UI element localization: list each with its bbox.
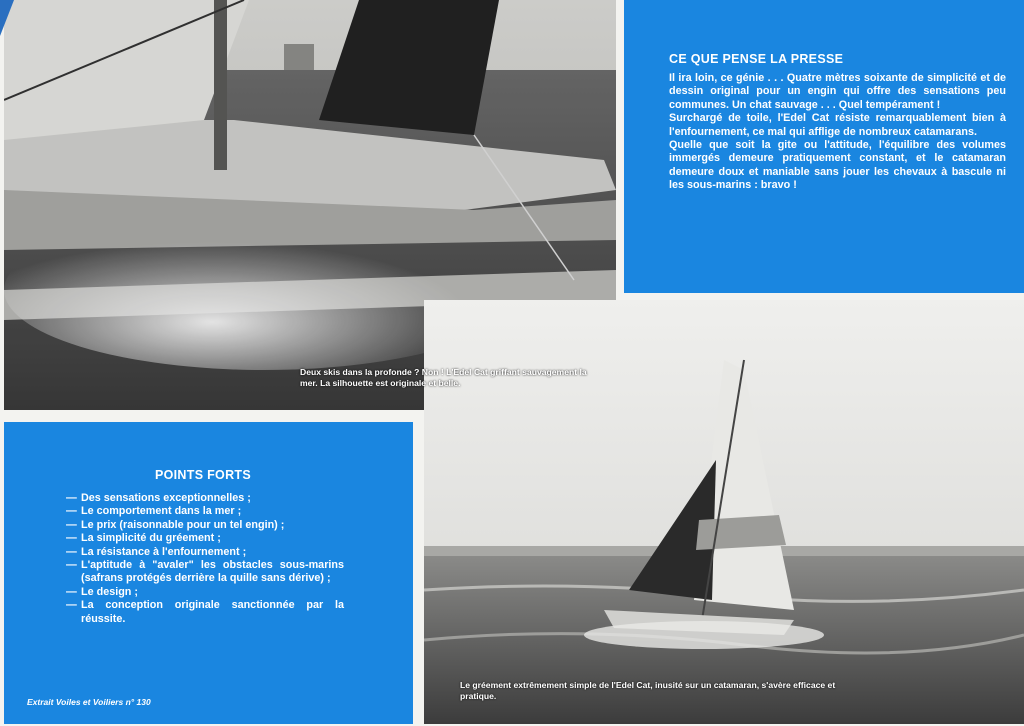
press-text <box>669 72 1006 193</box>
list-item: — Le prix (raisonnable pour un tel engin) ; <box>66 519 344 532</box>
list-item: — Des sensations exceptionnelles ; <box>66 492 344 505</box>
list-item: — La résistance à l'enfournement ; <box>66 546 344 559</box>
list-item: — Le comportement dans la mer ; <box>66 505 344 518</box>
press-paragraph: Quelle que soit la gite ou l'attitude, l'équilibre des volumes immergés demeure pratiquement constant, et le catamaran demeure doux et maniable sans jouer les chevaux à bascule ni les sous-marins : bravo ! <box>669 139 1006 192</box>
photo-caption-bottom: Le gréement extrêmement simple de l'Edel Cat, inusité sur un catamaran, s'avère efficace et pratique. <box>460 680 836 701</box>
points-forts-title: POINTS FORTS <box>155 468 251 482</box>
press-paragraph: Surchargé de toile, l'Edel Cat résiste remarquablement bien à l'enfournement, ce mal qui afflige de nombreux catamarans. <box>669 112 1006 138</box>
list-item: — Le design ; <box>66 586 344 599</box>
list-item: — La conception originale sanctionnée par la réussite. <box>66 599 344 626</box>
catamaran-sailing-photo <box>424 300 1024 724</box>
torn-corner <box>0 0 14 36</box>
press-panel <box>624 0 1024 293</box>
press-title: CE QUE PENSE LA PRESSE <box>669 52 844 66</box>
list-item: — L'aptitude à "avaler" les obstacles sous-marins (safrans protégés derrière la quille sans dérive) ; <box>66 559 344 586</box>
list-item: — La simplicité du gréement ; <box>66 532 344 545</box>
photo-caption-top: Deux skis dans la profonde ? Non ! L'Edel Cat griffant sauvagement la mer. La silhouette est originale et belle. <box>300 367 587 388</box>
points-forts-panel <box>4 422 413 724</box>
press-paragraph: Il ira loin, ce génie . . . Quatre mètres soixante de simplicité et de dessin original pour un engin qui offre des sensations peu communes. Un chat sauvage . . . Quel tempérament ! <box>669 72 1006 111</box>
source-note: Extrait Voiles et Voiliers n° 130 <box>27 697 151 707</box>
points-forts-list <box>66 492 344 626</box>
